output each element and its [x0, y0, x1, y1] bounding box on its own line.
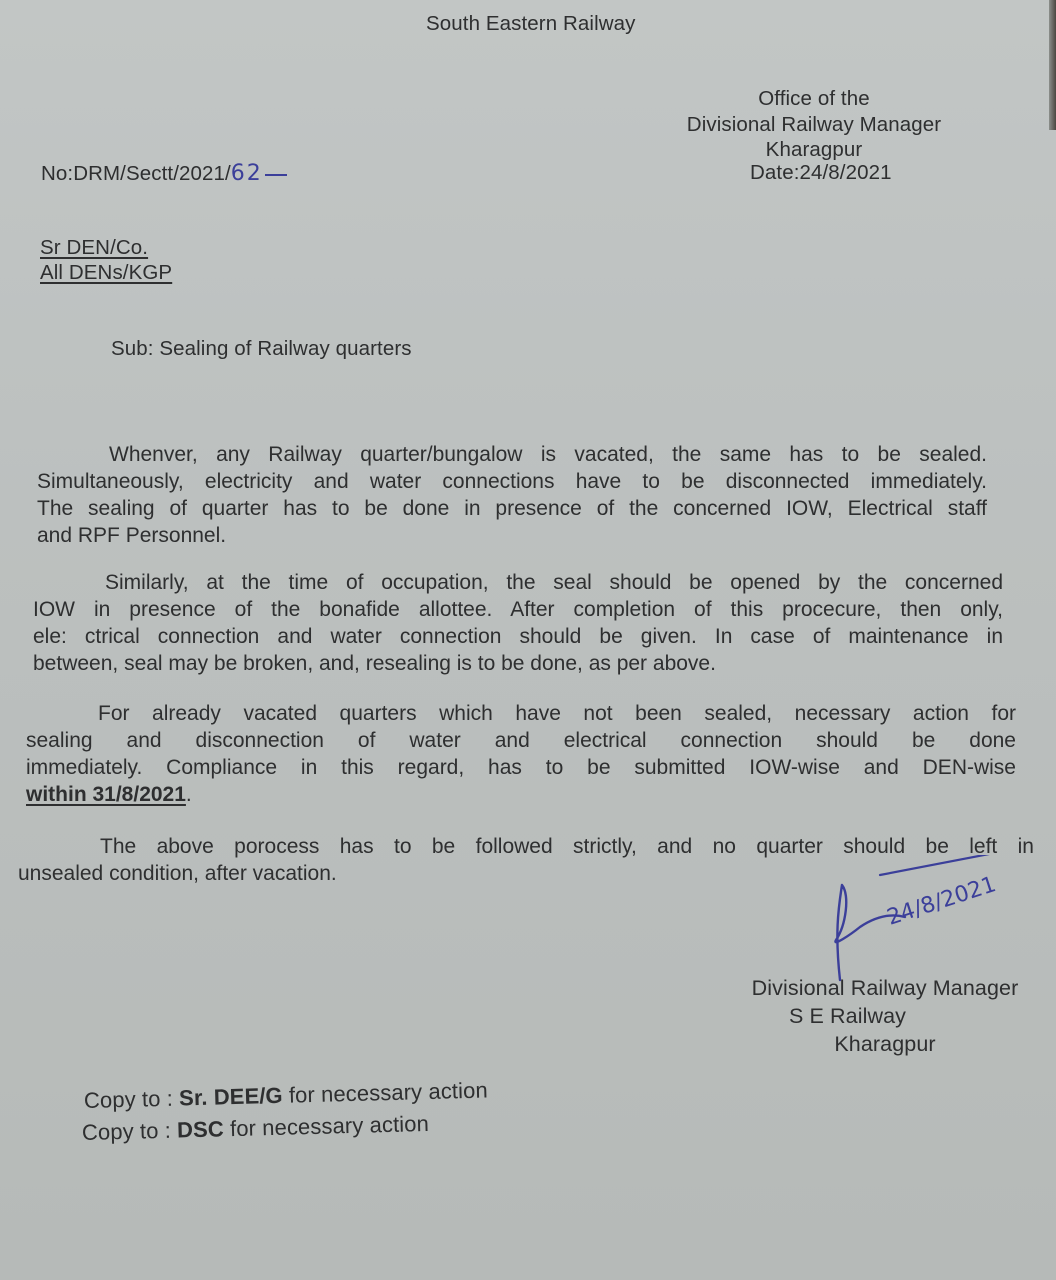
copy-to-prefix: Copy to : [83, 1085, 180, 1113]
paper-edge-shadow [1049, 0, 1056, 130]
signature-mark [820, 855, 1020, 985]
paragraph-1-line: The sealing of quarter has to be done in presence of the concerned IOW, Electrical staff [37, 497, 987, 520]
handwritten-signature [820, 855, 1020, 990]
paragraph-3-deadline-line [26, 781, 1016, 808]
addressee-2: All DENs/KGP [40, 261, 173, 284]
copy-to-2 [82, 1111, 430, 1146]
paragraph-2-line: IOW in presence of the bonafide allottee. After completion of this procecure, then only, [33, 598, 1003, 621]
paragraph-3-line: For already vacated quarters which have not been sealed, necessary action for [98, 702, 1016, 725]
handwritten-underline [265, 174, 287, 176]
handwritten-reference-number: 62 [230, 161, 263, 186]
paragraph-1-line: and RPF Personnel. [37, 524, 227, 547]
signatory-designation: Divisional Railway Manager [751, 976, 1019, 1000]
paragraph-2-line: Similarly, at the time of occupation, the seal should be opened by the concerned [105, 571, 1003, 594]
copy-to-prefix: Copy to : [81, 1117, 178, 1145]
deadline-period: . [185, 783, 192, 806]
signature-date: 24/8/2021 [884, 872, 1000, 931]
paragraph-4-line: The above porocess has to be followed strictly, and no quarter should be left in [100, 835, 1034, 858]
letter-date: Date:24/8/2021 [750, 161, 892, 184]
copy-purpose: for necessary action [223, 1110, 430, 1142]
paragraph-3-line: sealing and disconnection of water and electrical connection should be done [26, 729, 1016, 752]
compliance-deadline: within 31/8/2021 [26, 783, 186, 806]
paragraph-2-line: ele: ctrical connection and water connection should be given. In case of maintenance in [33, 625, 1003, 648]
copy-purpose: for necessary action [282, 1077, 489, 1108]
letterhead-organization: South Eastern Railway [426, 12, 636, 35]
paragraph-1-line: Whenver, any Railway quarter/bungalow is vacated, the same has to be sealed. [109, 443, 987, 466]
signatory-railway: S E Railway [789, 1004, 906, 1028]
reference-prefix: No:DRM/Sectt/2021/ [41, 162, 231, 185]
paragraph-3-line: immediately. Compliance in this regard, has to be submitted IOW-wise and DEN-wise [26, 756, 1016, 779]
office-line-3: Kharagpur [765, 138, 863, 161]
copy-to-1 [84, 1077, 488, 1114]
paragraph-1-line: Simultaneously, electricity and water connections have to be disconnected immediately. [37, 470, 987, 493]
subject-line: Sub: Sealing of Railway quarters [111, 337, 412, 360]
paragraph-2-line: between, seal may be broken, and, resealing is to be done, as per above. [33, 652, 716, 675]
paragraph-3 [26, 700, 1016, 808]
paragraph-2 [33, 569, 1003, 677]
copy-recipient: Sr. DEE/G [178, 1082, 284, 1111]
office-line-1: Office of the [758, 87, 870, 110]
paragraph-1 [37, 441, 987, 549]
signatory-place: Kharagpur [834, 1032, 936, 1056]
office-line-2: Divisional Railway Manager [686, 113, 942, 136]
addressee-1: Sr DEN/Co. [40, 236, 149, 259]
reference-number [41, 161, 287, 186]
copy-recipient: DSC [176, 1116, 225, 1143]
paragraph-4-line: unsealed condition, after vacation. [18, 862, 337, 885]
